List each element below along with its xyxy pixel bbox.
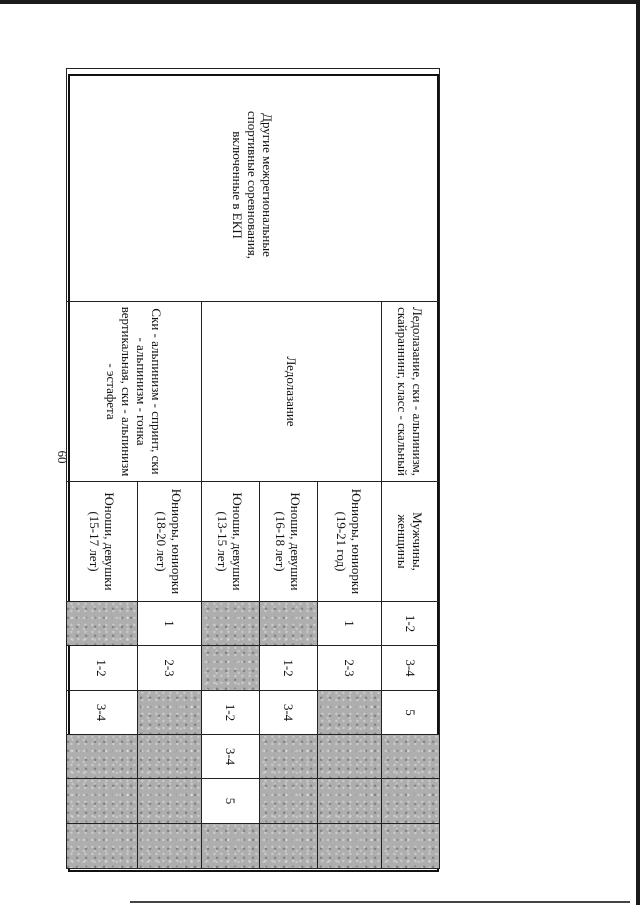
age-group-text: Юноши, девушки (16-18 лет): [273, 492, 304, 591]
shaded-empty-cell: [202, 646, 260, 691]
place-cell: 1-2: [260, 646, 318, 691]
shaded-empty-cell: [260, 735, 318, 779]
place-cell: 5: [382, 691, 440, 735]
shaded-empty-cell: [382, 824, 440, 869]
age-group-text: Юниоры, юниорки (18-20 лет): [154, 488, 185, 595]
place-cell: 3-4: [67, 691, 138, 735]
shaded-empty-cell: [138, 735, 202, 779]
shaded-empty-cell: [382, 735, 440, 779]
place-cell: 5: [202, 779, 260, 824]
age-group-text: Юноши, девушки (15-17 лет): [87, 492, 117, 591]
ranking-table: [66, 68, 440, 869]
shaded-empty-cell: [138, 779, 202, 824]
shaded-empty-cell: [260, 779, 318, 824]
place-cell: 2-3: [318, 646, 382, 691]
place-cell: 3-4: [260, 691, 318, 735]
scan-border-top: [0, 0, 640, 4]
shaded-empty-cell: [318, 779, 382, 824]
discipline-text: Ски - альпинизм - спринт, ски - альпинизм - гонка вертикальная, ски - альпинизм - эстафета: [104, 306, 164, 477]
discipline-cell: [67, 302, 202, 482]
shaded-empty-cell: [260, 602, 318, 646]
shaded-empty-cell: [138, 691, 202, 735]
shaded-empty-cell: [202, 824, 260, 869]
discipline-cell: [382, 302, 440, 482]
age-group-cell: [260, 482, 318, 602]
age-group-cell: [67, 482, 138, 602]
place-cell: 2-3: [138, 646, 202, 691]
competition-category-text: Другие межрегиональные спортивные соревнования, включенные в ЕКП: [230, 110, 276, 260]
table-body: [67, 69, 440, 869]
age-group-cell: [202, 482, 260, 602]
age-group-text: Юноши, девушки (13-15 лет): [215, 492, 246, 591]
rotated-table-container: [67, 68, 440, 868]
age-group-cell: [382, 482, 440, 602]
shaded-empty-cell: [67, 779, 138, 824]
table-row: [382, 69, 440, 869]
shaded-empty-cell: [318, 735, 382, 779]
page-number: 60: [55, 450, 70, 464]
shaded-empty-cell: [67, 602, 138, 646]
shaded-empty-cell: [202, 602, 260, 646]
discipline-text: Ледолазание: [284, 356, 299, 427]
competition-category-cell: [67, 69, 440, 302]
place-cell: 1-2: [382, 602, 440, 646]
shaded-empty-cell: [318, 824, 382, 869]
shaded-empty-cell: [67, 824, 138, 869]
shaded-empty-cell: [382, 779, 440, 824]
scan-border-right: [636, 0, 640, 905]
age-group-cell: [318, 482, 382, 602]
discipline-cell: [202, 302, 382, 482]
age-group-text: Юниоры, юниорки (19-21 год): [334, 488, 365, 595]
place-cell: 1-2: [202, 691, 260, 735]
place-cell: 3-4: [382, 646, 440, 691]
discipline-text: Ледолазание, ски - альпинизм, скайраннинг, класс - скальный: [395, 306, 426, 477]
shaded-empty-cell: [138, 824, 202, 869]
shaded-empty-cell: [260, 824, 318, 869]
place-cell: 3-4: [202, 735, 260, 779]
place-cell: 1: [138, 602, 202, 646]
age-group-cell: [138, 482, 202, 602]
shaded-empty-cell: [67, 735, 138, 779]
age-group-text: Мужчины, женщины: [395, 512, 426, 571]
scan-border-bottom: [130, 901, 630, 903]
shaded-empty-cell: [318, 691, 382, 735]
place-cell: 1: [318, 602, 382, 646]
place-cell: 1-2: [67, 646, 138, 691]
